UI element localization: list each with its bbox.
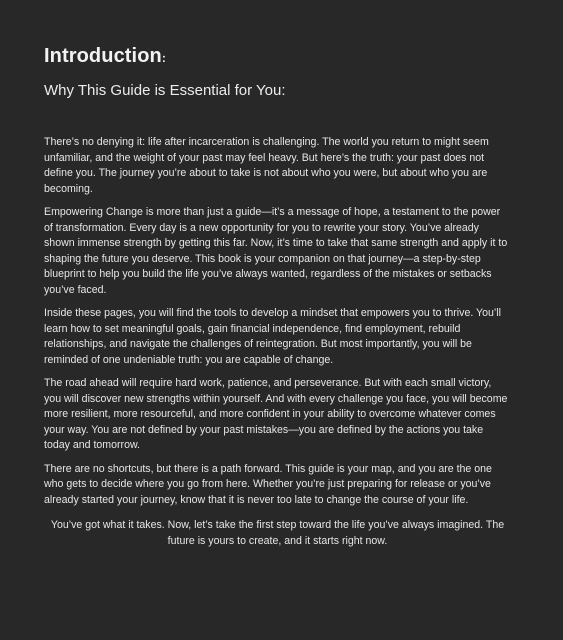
page-title-colon: : (161, 51, 166, 65)
paragraph-4: The road ahead will require hard work, patience, and perseverance. But with each small victory, you will discover new strengths within yourself. And with every challenge you face, you will become more resilient, more resourceful, and more confident in your ability to overcome whatever comes your way. You are not defined by your past mistakes—you are defined by the actions you take today and tomorrow. (44, 377, 508, 451)
closing-paragraph: You’ve got what it takes. Now, let’s take the first step toward the life you’ve always imagined. The future is yours to create, and it starts right now. (50, 519, 505, 547)
page-title-text: Introduction (44, 45, 162, 67)
paragraph-5: There are no shortcuts, but there is a path forward. This guide is your map, and you are the one who gets to decide where you go from here. Whether you’re just preparing for release or you’ve already started your journey, know that it is never too late to change the course of your life. (44, 462, 492, 506)
document-body (44, 135, 511, 549)
paragraph-2: Empowering Change is more than just a guide—it’s a message of hope, a testament to the power of transformation. Every day is a new opportunity for you to rewrite your story. You’ve already shown immense strength by getting this far. Now, it’s time to take that same strength and apply it to shaping the future you deserve. This book is your companion on that journey—a step-by-step blueprint to help you build the life you’ve always wanted, regardless of the mistakes or setbacks you’ve faced. (44, 206, 508, 296)
page-subtitle: Why This Guide is Essential for You: (44, 82, 286, 99)
page-title (44, 44, 511, 70)
paragraph-1: There’s no denying it: life after incarceration is challenging. The world you return to might seem unfamiliar, and the weight of your past may feel heavy. But here’s the truth: your past does not define you. The journey you’re about to take is not about who you were, but about who you are becoming. (44, 136, 489, 195)
paragraph-3: Inside these pages, you will find the tools to develop a mindset that empowers you to thrive. You’ll learn how to set meaningful goals, gain financial independence, find employment, rebuild relationships, and navigate the challenges of reintegration. But most importantly, you will be reminded of one undeniable truth: you are capable of change. (44, 307, 501, 366)
